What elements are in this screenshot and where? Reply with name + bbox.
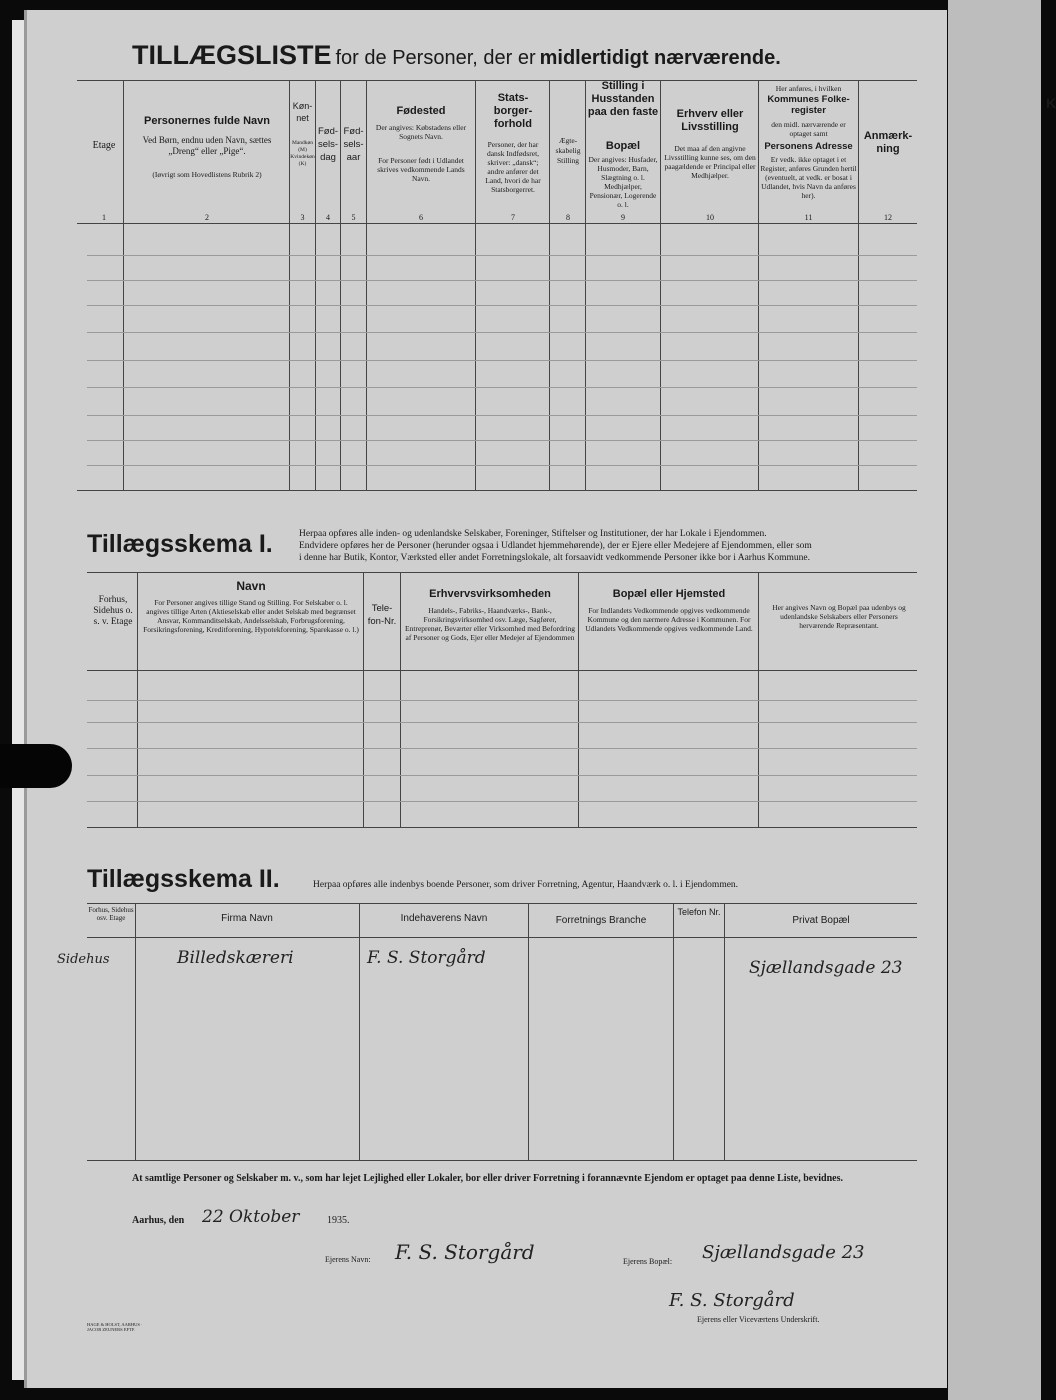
- skema1-col-navn-header: Navn: [236, 579, 266, 593]
- owner-address-label: Ejerens Bopæl:: [623, 1257, 673, 1266]
- signature-label: Ejerens eller Viceværtens Underskrift.: [697, 1315, 820, 1324]
- col-register-note3: Er vedk. ikke optaget i et Register, anføres Grunden hertil (eventuelt, at vedk. er bosat i Udlandet, hvis Navn da anføres her).: [760, 155, 857, 200]
- col-statsborger-header: Stats-borger-forhold: [493, 92, 533, 130]
- col-number: 6: [419, 213, 423, 222]
- col-foedested-note2: For Personer født i Udlandet skrives vedkommende Lands Navn.: [377, 156, 465, 183]
- col-navn-note: Ved Børn, endnu uden Navn, sættes „Dreng“ eller „Pige“.: [142, 135, 272, 156]
- col-number: 10: [706, 213, 714, 222]
- col-number: 8: [566, 213, 570, 222]
- col-aegteskab: Ægte-skabelig Stilling: [555, 136, 581, 165]
- col-number: 9: [621, 213, 625, 222]
- col-stilling-bopael: Bopæl: [605, 140, 641, 152]
- skema2-col-etage: Forhus, Sidehus osv. Etage: [88, 906, 134, 922]
- skema2-row-indehaver: F. S. Storgård: [367, 948, 486, 968]
- col-foedselsdag: Fød-sels-dag: [317, 126, 339, 163]
- place-label: Aarhus, den: [132, 1215, 185, 1226]
- col-number: 1: [102, 213, 106, 222]
- skema2-row-bopael: Sjællandsgade 23: [749, 958, 903, 978]
- col-number: 3: [300, 213, 305, 222]
- col-etage: Etage: [92, 140, 116, 151]
- skema1-col-erhverv-header: Erhvervsvirksomheden: [429, 588, 551, 600]
- skema1-title: Tillægsskema I.: [87, 530, 273, 558]
- owner-address-handwritten: Sjællandsgade 23: [702, 1242, 865, 1263]
- skema2-row-firma: Billedskæreri: [177, 948, 294, 968]
- col-koen: Køn-net: [292, 101, 313, 123]
- skema1-col-bopael-header: Bopæl eller Hjemsted: [612, 588, 726, 600]
- owner-name-label: Ejerens Navn:: [325, 1255, 371, 1264]
- skema1-col-navn-note: For Personer angives tillige Stand og Stilling. For Selskaber o. l. angives tillige Arten (Aktieselskab eller andet Selskab med begrænset Ansvar, Kommanditselskab, Andelsselskab, Forbrugsforening, Forsikringsforening, Kreditforening, Hypotekforening, Sparekasse o. l.): [143, 598, 359, 634]
- col-erhverv-header: Erhverv eller Livsstilling: [676, 108, 744, 133]
- page-title: [132, 40, 922, 71]
- title-main: TILLÆGSLISTE: [132, 40, 332, 70]
- col-navn-note2: (Iøvrigt som Hovedlistens Rubrik 2): [152, 170, 262, 179]
- col-register-header: Kommunes Folke-register: [767, 94, 850, 116]
- skema1-intro: [299, 528, 919, 564]
- form-page: [24, 10, 947, 1388]
- title-middle: for de Personer, der er: [335, 47, 536, 69]
- col-stilling-header: Stilling i Husstanden paa den faste: [587, 80, 659, 118]
- skema2-intro: Herpaa opføres alle indenbys boende Personer, som driver Forretning, Agentur, Haandværk o. l. i Ejendommen.: [313, 880, 739, 890]
- skema1-col-etage: Forhus, Sidehus o. s. v. Etage: [93, 595, 133, 627]
- col-number: 11: [804, 213, 813, 222]
- skema1-intro-line3: i denne har Butik, Kontor, Værksted eller andet Forretningslokale, alt forsaavidt vedkommende Personer ikke bor i Aarhus Kommune.: [299, 553, 811, 563]
- owner-name-handwritten: F. S. Storgård: [395, 1240, 535, 1264]
- col-number: 2: [205, 213, 209, 222]
- printer-mark: HAGE & HOLST, AARHUS · JACOB ZEUNERS EFTF.: [87, 1322, 143, 1332]
- skema1-col-repraesentant: Her angives Navn og Bopæl paa udenbys og udenlandske Selskabers eller Personers herværende Repræsentant.: [772, 603, 906, 630]
- col-foedselsaar: Fød-sels-aar: [343, 126, 364, 163]
- binder-tab: [0, 744, 72, 788]
- skema2-col-branche: Forretnings Branche: [555, 915, 647, 926]
- col-foedested-note: Der angives: Købstadens eller Sognets Navn.: [375, 123, 467, 141]
- skema2-row-etage: Sidehus: [57, 952, 110, 967]
- skema2-col-firma: Firma Navn: [221, 913, 273, 924]
- skema2-col-indehaver: Indehaverens Navn: [400, 913, 488, 924]
- skema1-col-telefon: Tele-fon-Nr.: [367, 603, 397, 627]
- skema1-intro-line1: Herpaa opføres alle inden- og udenlandske Selskaber, Foreninger, Stiftelser og Institutioner, der har Lokale i Ejendommen.: [299, 529, 767, 539]
- col-number: 12: [884, 213, 892, 222]
- date-handwritten: 22 Oktober: [202, 1207, 300, 1227]
- col-anmaerkning: Anmærk-ning: [863, 130, 913, 155]
- col-number: 4: [326, 213, 330, 222]
- col-statsborger-note: Personer, der har dansk Indfødsret, skriver: „dansk“; andre anfører det Land, hvori de har Statsborgerret.: [485, 140, 541, 194]
- col-navn-header: Personernes fulde Navn: [144, 115, 270, 127]
- col-register-note1: Her anføres, i hvilken: [775, 84, 842, 93]
- col-stilling-note: Der angives: Husfader, Husmoder, Barn, Slægtning o. l. Medhjælper, Pensionær, Logerende o. l.: [588, 155, 658, 209]
- col-register-note2: den midl. nærværende er optaget samt: [771, 120, 846, 138]
- title-end: midlertidigt nærværende.: [539, 47, 781, 69]
- adjacent-page: K: [948, 0, 1041, 1400]
- col-register-adresse: Personens Adresse: [764, 141, 853, 152]
- skema2-title: Tillægsskema II.: [87, 865, 280, 893]
- col-erhverv-note: Det maa af den angivne Livsstilling kunne ses, om den paagældende er Principal eller Medhjælper.: [664, 144, 756, 180]
- col-koen-note: Mandkøn (M) Kvindekøn (K): [290, 140, 315, 167]
- skema1-col-bopael-note: For Indlandets Vedkommende opgives vedkommende Kommune og den nærmere Adresse i Kommunen. For Udlandets Vedkommende opgives vedkommende Land.: [585, 606, 753, 633]
- year-label: 1935.: [327, 1215, 350, 1226]
- skema1-col-erhverv-note: Handels-, Fabriks-, Haandværks-, Bank-, Forsikringsvirksomhed osv. Læge, Sagfører, Entreprenør, Beværter eller Virksomhed med Befordring af Personer og Gods, Ejer eller Medejer af Ejendommen: [405, 606, 575, 642]
- col-foedested-header: Fødested: [396, 105, 446, 117]
- skema2-col-telefon: Telefon Nr.: [677, 907, 721, 917]
- skema1-intro-line2: Endvidere opføres her de Personer (herunder ogsaa i Udlandet hjemmehørende), der er Ejere eller Medejere af Ejendommen, eller som: [299, 541, 812, 551]
- col-number: 7: [511, 213, 515, 222]
- col-number: 5: [351, 213, 356, 222]
- skema2-col-privat-bopael: Privat Bopæl: [792, 915, 850, 926]
- declaration-text: At samtlige Personer og Selskaber m. v., som har lejet Lejlighed eller Lokaler, bor eller driver Forretning i forannævnte Ejendom er optaget paa denne Liste, bevidnes.: [132, 1173, 843, 1184]
- signature-handwritten: F. S. Storgård: [669, 1290, 795, 1311]
